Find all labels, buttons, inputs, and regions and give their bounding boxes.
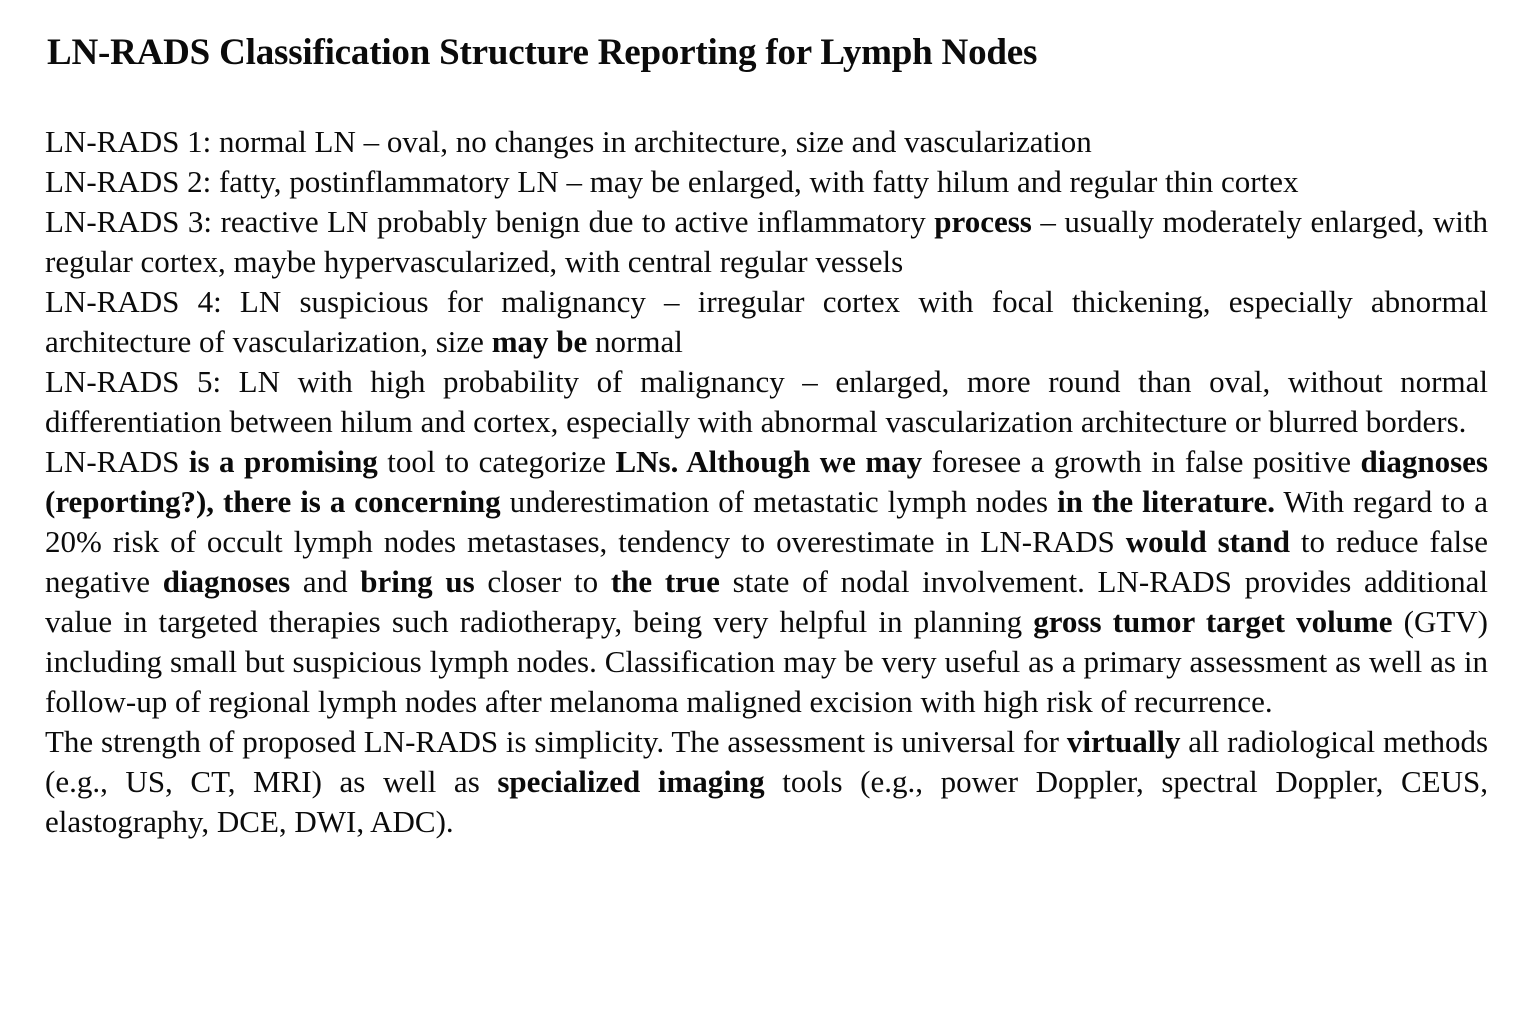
- paragraph-discussion-run-7-bold: in the literature.: [1057, 484, 1275, 519]
- ln-rads-entry-list: [45, 122, 1488, 442]
- ln-rads-4-run-1-bold: may be: [491, 324, 588, 359]
- paragraph-discussion-run-6: underestimation of metastatic lymph nodes: [500, 484, 1058, 519]
- ln-rads-1-run-0: LN-RADS 1: normal LN – oval, no changes in architecture, size and vascularization: [45, 124, 1092, 159]
- paragraph-discussion: [45, 442, 1488, 722]
- paragraph-discussion-run-18: (GTV) including small but suspicious lymph nodes. Classification may be very useful as a primary assessment as well as in follow-up of regional lymph nodes after melanoma maligned excision with high risk of recurrence.: [45, 604, 1488, 719]
- paragraph-discussion-run-4: foresee a growth in false positive: [922, 444, 1361, 479]
- ln-rads-3-run-2: – usually moderately enlarged, with regular cortex, maybe hypervascularized, with central regular vessels: [45, 204, 1488, 279]
- paragraph-discussion-run-11-bold: diagnoses: [162, 564, 291, 599]
- paragraph-strength: [45, 722, 1488, 842]
- ln-rads-5: [45, 362, 1488, 442]
- ln-rads-4-run-2: normal: [587, 324, 683, 359]
- ln-rads-2: [45, 162, 1488, 202]
- ln-rads-5-run-0: LN-RADS 5: LN with high probability of malignancy – enlarged, more round than oval, without normal differentiation between hilum and cortex, especially with abnormal vascularization architecture or blurred borders.: [45, 364, 1488, 439]
- paragraph-strength-run-2: all radiological methods (e.g., US, CT, MRI) as well as: [45, 724, 1489, 799]
- ln-rads-1: [45, 122, 1488, 162]
- ln-rads-2-run-0: LN-RADS 2: fatty, postinflammatory LN – may be enlarged, with fatty hilum and regular thin cortex: [45, 164, 1299, 199]
- paragraph-discussion-run-14: closer to: [474, 564, 611, 599]
- page-title: LN-RADS Classification Structure Reporting for Lymph Nodes: [47, 32, 1038, 73]
- paragraph-discussion-run-5-bold: diagnoses (reporting?), there is a concerning: [45, 444, 1488, 519]
- ln-rads-3-run-1-bold: process: [934, 204, 1032, 239]
- ln-rads-4: [45, 282, 1488, 362]
- discussion-paragraph-list: [45, 442, 1488, 842]
- paragraph-strength-run-4: tools (e.g., power Doppler, spectral Doppler, CEUS, elastography, DCE, DWI, ADC).: [45, 764, 1488, 839]
- document-body: [45, 122, 1488, 842]
- paragraph-strength-run-1-bold: virtually: [1066, 724, 1181, 759]
- paragraph-discussion-run-1-bold: is a promising: [188, 444, 378, 479]
- paragraph-discussion-run-2: tool to categorize: [377, 444, 616, 479]
- paragraph-discussion-run-10: to reduce false negative: [45, 524, 1488, 599]
- ln-rads-3-run-0: LN-RADS 3: reactive LN probably benign due to active inflammatory: [45, 204, 935, 239]
- ln-rads-4-run-0: LN-RADS 4: LN suspicious for malignancy – irregular cortex with focal thickening, especially abnormal architecture of vascularization, size: [45, 284, 1488, 359]
- paragraph-discussion-run-13-bold: bring us: [360, 564, 475, 599]
- paragraph-strength-run-0: The strength of proposed LN-RADS is simplicity. The assessment is universal for: [45, 724, 1067, 759]
- paragraph-discussion-run-8: With regard to a 20% risk of occult lymph nodes metastases, tendency to overestimate in LN-RADS: [45, 484, 1488, 559]
- paragraph-discussion-run-0: LN-RADS: [45, 444, 189, 479]
- paragraph-discussion-run-12: and: [290, 564, 361, 599]
- paragraph-strength-run-3-bold: specialized imaging: [497, 764, 765, 799]
- paragraph-discussion-run-17-bold: gross tumor target volume: [1033, 604, 1393, 639]
- paragraph-discussion-run-9-bold: would stand: [1125, 524, 1290, 559]
- ln-rads-3: [45, 202, 1488, 282]
- paragraph-discussion-run-3-bold: LNs. Although we may: [615, 444, 923, 479]
- paragraph-discussion-run-15-bold: the true: [610, 564, 720, 599]
- paragraph-discussion-run-16: state of nodal involvement. LN-RADS provides additional value in targeted therapies such radiotherapy, being very helpful in planning: [45, 564, 1488, 639]
